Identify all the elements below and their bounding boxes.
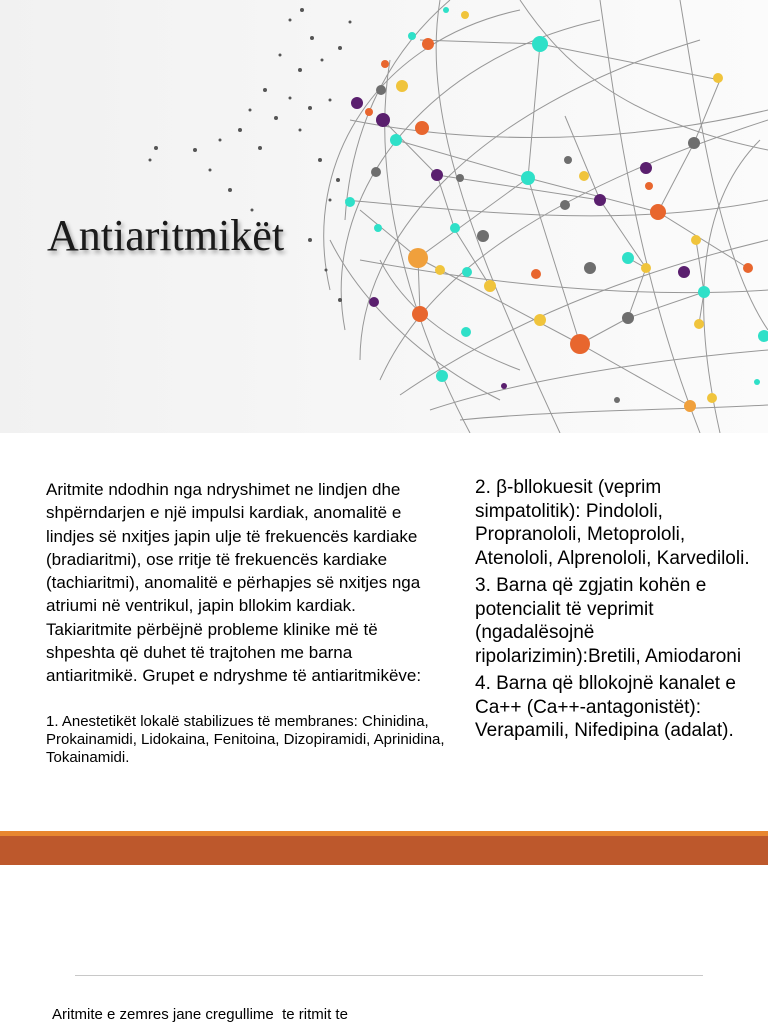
group-2-paragraph: 2. β-bllokuesit (veprim simpatolitik): Pindololi, Propranololi, Metoprololi, Atenololi, Alprenololi, Karvediloli.: [475, 477, 750, 569]
accent-band: [0, 836, 768, 865]
group-1-paragraph: 1. Anestetikët lokalë stabilizues të membranes: Chinidina, Prokainamidi, Lidokaina, Fenitoina, Dizopiramidi, Aprinidina, Tokainamidi.: [46, 712, 445, 766]
intro-paragraph: Aritmite ndodhin nga ndryshimet ne lindjen dhe shpërndarjen e një impulsi kardiak, anomalitë e lindjes së nxitjes japin ulje të frekuencës kardiake (bradiaritmi), ose rritje të frekuencës kardiake (tachiaritmi), anomalitë e përhapjes së nxitjes nga atriumi në ventrikul, japin bllokim kardiak. Takiaritmite përbëjnë probleme klinike më të shpeshta që duhet të trajtohen me barna antiaritmikë. Grupet e ndryshme të antiaritmikëve:: [46, 480, 422, 686]
left-column: [46, 478, 446, 767]
divider-line: [75, 975, 703, 976]
group-3-paragraph: 3. Barna që zgjatin kohën e potencialit të veprimit (ngadalësojnë ripolarizimin):Bretili, Amiodaroni: [475, 575, 742, 667]
group-4-paragraph: 4. Barna që bllokojnë kanalet e Ca++ (Ca++-antagonistët): Verapamili, Nifedipina (adalat).: [475, 673, 736, 741]
slide-title: Antiaritmikët: [47, 211, 285, 260]
right-column: [475, 476, 760, 743]
footer-text: Aritmite e zemres jane cregullime te ritmit te: [52, 1006, 348, 1023]
hero-banner: [0, 0, 768, 433]
